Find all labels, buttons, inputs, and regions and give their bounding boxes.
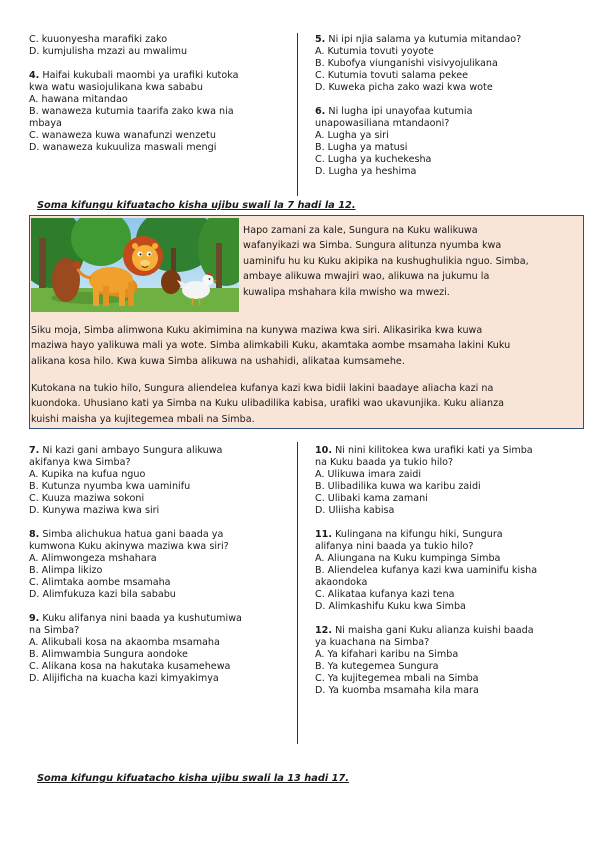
story-line: Hapo zamani za kale, Sungura na Kuku walikuwa bbox=[243, 225, 478, 236]
line-text: Ni lugha ipi unayofaa kutumia bbox=[328, 106, 473, 117]
answer-option bbox=[315, 481, 577, 493]
answer-option bbox=[315, 58, 577, 70]
question-block bbox=[315, 445, 577, 517]
line-text: C. wanaweza kuwa wanafunzi wenzetu bbox=[29, 130, 216, 141]
question-text bbox=[315, 541, 577, 553]
line-text: Kuku alifanya nini baada ya kushutumiwa bbox=[42, 613, 242, 624]
top-right-column bbox=[315, 34, 577, 190]
question-text bbox=[29, 82, 291, 94]
answer-option bbox=[315, 565, 577, 577]
bottom-left-column bbox=[29, 445, 291, 697]
line-text: mbaya bbox=[29, 118, 62, 129]
answer-option bbox=[29, 106, 291, 118]
answer-option bbox=[315, 46, 577, 58]
top-column-divider bbox=[297, 33, 298, 196]
answer-option bbox=[29, 142, 291, 154]
story-intro bbox=[243, 223, 529, 300]
lion-chicken-illustration bbox=[31, 218, 239, 312]
line-text: Haifai kukubali maombi ya urafiki kutoka bbox=[42, 70, 239, 81]
question-number: 7. bbox=[29, 445, 40, 456]
line-text: B. Ulibadilika kuwa wa karibu zaidi bbox=[315, 481, 481, 492]
line-text: C. Ya kujitegemea mbali na Simba bbox=[315, 673, 479, 684]
answer-option bbox=[29, 553, 291, 565]
line-text: akifanya kwa Simba? bbox=[29, 457, 131, 468]
line-text: C. Alikataa kufanya kazi tena bbox=[315, 589, 455, 600]
line-text: ya kuachana na Simba? bbox=[315, 637, 430, 648]
line-text: D. kumjulisha mzazi au mwalimu bbox=[29, 46, 188, 57]
story-line: Siku moja, Simba alimwona Kuku akimimina na kunywa maziwa kwa siri. Alikasirika kwa kuwa bbox=[31, 325, 483, 336]
answer-option bbox=[29, 34, 291, 46]
line-text: A. hawana mitandao bbox=[29, 94, 128, 105]
question-text bbox=[315, 457, 577, 469]
line-text: D. Alimkashifu Kuku kwa Simba bbox=[315, 601, 466, 612]
line-text: B. Alimwambia Sungura aondoke bbox=[29, 649, 188, 660]
line-text: D. Ya kuomba msamaha kila mara bbox=[315, 685, 479, 696]
line-text: B. Kubofya viunganishi visivyojulikana bbox=[315, 58, 498, 69]
answer-option bbox=[315, 673, 577, 685]
question-block bbox=[29, 613, 291, 685]
line-text: A. Ulikuwa imara zaidi bbox=[315, 469, 422, 480]
line-text: A. Alikubali kosa na akaomba msamaha bbox=[29, 637, 220, 648]
instruction-13-17: Soma kifungu kifuatacho kisha ujibu swali la 13 hadi 17. bbox=[37, 773, 349, 784]
line-text: B. Kutunza nyumba kwa uaminifu bbox=[29, 481, 191, 492]
question-text bbox=[29, 529, 291, 541]
line-text: D. Alijificha na kuacha kazi kimyakimya bbox=[29, 673, 219, 684]
question-text bbox=[315, 445, 577, 457]
line-text: alifanya nini baada ya tukio hilo? bbox=[315, 541, 474, 552]
story-line: maziwa hayo yalikuwa mali ya wote. Simba alimkabili Kuku, akamtaka aombe msamaha lakini Kuku bbox=[31, 340, 511, 352]
question-number: 5. bbox=[315, 34, 326, 45]
answer-option bbox=[315, 553, 577, 565]
answer-option bbox=[315, 82, 577, 94]
line-text: B. Alimpa likizo bbox=[29, 565, 103, 576]
question-number: 4. bbox=[29, 70, 40, 81]
story-line: alikana kosa hilo. Kwa kuwa Simba alikuwa na ushahidi, alikataa kumsamehe. bbox=[31, 355, 405, 367]
question-block bbox=[315, 625, 577, 697]
question-number: 12. bbox=[315, 625, 332, 636]
instruction-7-12: Soma kifungu kifuatacho kisha ujibu swali la 7 hadi la 12. bbox=[37, 200, 356, 211]
answer-option bbox=[315, 166, 577, 178]
line-text: Ni kazi gani ambayo Sungura alikuwa bbox=[42, 445, 223, 456]
answer-option bbox=[315, 142, 577, 154]
top-left-column bbox=[29, 34, 291, 166]
question-block bbox=[29, 445, 291, 517]
line-text: D. wanaweza kukuuliza maswali mengi bbox=[29, 142, 217, 153]
line-text: Simba alichukua hatua gani baada ya bbox=[42, 529, 224, 540]
line-text: A. Ya kifahari karibu na Simba bbox=[315, 649, 459, 660]
question-text bbox=[29, 625, 291, 637]
line-text: B. Aliendelea kufanya kazi kwa uaminifu kisha bbox=[315, 565, 538, 576]
line-text: C. Alimtaka aombe msamaha bbox=[29, 577, 171, 588]
line-text: kumwona Kuku akinywa maziwa kwa siri? bbox=[29, 541, 229, 552]
answer-option bbox=[29, 94, 291, 106]
line-text: A. Alimwongeza mshahara bbox=[29, 553, 157, 564]
answer-option bbox=[315, 469, 577, 481]
answer-option bbox=[29, 469, 291, 481]
line-text: Ni maisha gani Kuku alianza kuishi baada bbox=[335, 625, 534, 636]
question-text bbox=[29, 445, 291, 457]
answer-option bbox=[315, 685, 577, 697]
answer-option bbox=[29, 481, 291, 493]
line-text: na Simba? bbox=[29, 625, 80, 636]
question-block bbox=[29, 70, 291, 154]
question-text bbox=[29, 541, 291, 553]
story-paragraph-3 bbox=[31, 381, 504, 427]
question-number: 6. bbox=[315, 106, 326, 117]
story-line: Kutokana na tukio hilo, Sungura aliendelea kufanya kazi kwa bidii lakini baadaye aliacha kazi na bbox=[31, 383, 494, 394]
answer-option bbox=[315, 70, 577, 82]
line-text: D. Uliisha kabisa bbox=[315, 505, 395, 516]
story-line: kuishi maisha ya kujitegemea mbali na Simba. bbox=[31, 413, 255, 425]
answer-option bbox=[315, 589, 577, 601]
answer-option bbox=[29, 130, 291, 142]
line-text: unapowasiliana mtandaoni? bbox=[315, 118, 450, 129]
line-text: B. wanaweza kutumia taarifa zako kwa nia bbox=[29, 106, 234, 117]
line-text: A. Aliungana na Kuku kumpinga Simba bbox=[315, 553, 501, 564]
question-text bbox=[315, 625, 577, 637]
question-number: 11. bbox=[315, 529, 332, 540]
answer-option bbox=[29, 637, 291, 649]
line-text: A. Lugha ya siri bbox=[315, 130, 389, 141]
question-text bbox=[315, 106, 577, 118]
answer-option bbox=[29, 505, 291, 517]
question-text bbox=[29, 457, 291, 469]
line-text: B. Ya kutegemea Sungura bbox=[315, 661, 439, 672]
question-text bbox=[315, 34, 577, 46]
story-box bbox=[29, 215, 584, 429]
line-text: kwa watu wasiojulikana kwa sababu bbox=[29, 82, 203, 93]
line-text: C. Ulibaki kama zamani bbox=[315, 493, 428, 504]
question-number: 8. bbox=[29, 529, 40, 540]
question-block bbox=[315, 34, 577, 94]
question-block bbox=[315, 529, 577, 613]
answer-option bbox=[315, 661, 577, 673]
answer-option bbox=[29, 565, 291, 577]
answer-option bbox=[29, 661, 291, 673]
answer-option bbox=[29, 589, 291, 601]
line-text: C. Lugha ya kuchekesha bbox=[315, 154, 432, 165]
question-text bbox=[315, 577, 577, 589]
bottom-right-column bbox=[315, 445, 577, 709]
answer-option bbox=[29, 673, 291, 685]
question-number: 9. bbox=[29, 613, 40, 624]
line-text: C. kuuonyesha marafiki zako bbox=[29, 34, 168, 45]
story-line: uaminifu hu ku Kuku akipika na kushughulikia nguo. Simba, bbox=[243, 255, 529, 267]
line-text: Ni ipi njia salama ya kutumia mitandao? bbox=[328, 34, 522, 45]
line-text: Kulingana na kifungu hiki, Sungura bbox=[335, 529, 503, 540]
question-text bbox=[29, 613, 291, 625]
question-text bbox=[315, 529, 577, 541]
question-text bbox=[315, 637, 577, 649]
story-line: ambaye alikuwa mwajiri wao, alikuwa na jukumu la bbox=[243, 271, 490, 283]
story-line: kuondoka. Uhusiano kati ya Simba na Kuku ulibadilika kabisa, urafiki wao ukavunjika. Kuku alianza bbox=[31, 398, 504, 410]
question-text bbox=[29, 70, 291, 82]
story-line: kuwalipa mshahara kila mwisho wa mwezi. bbox=[243, 286, 450, 298]
answer-option bbox=[29, 649, 291, 661]
question-text bbox=[315, 118, 577, 130]
line-text: na Kuku baada ya tukio hilo? bbox=[315, 457, 454, 468]
story-line: wafanyikazi wa Simba. Sungura alitunza nyumba kwa bbox=[243, 240, 502, 252]
answer-option bbox=[315, 154, 577, 166]
line-text: C. Kuuza maziwa sokoni bbox=[29, 493, 145, 504]
answer-option bbox=[315, 649, 577, 661]
line-text: D. Kunywa maziwa kwa siri bbox=[29, 505, 160, 516]
question-continuation bbox=[29, 34, 291, 58]
question-number: 10. bbox=[315, 445, 332, 456]
answer-option bbox=[315, 601, 577, 613]
line-text: B. Lugha ya matusi bbox=[315, 142, 408, 153]
line-text: A. Kupika na kufua nguo bbox=[29, 469, 146, 480]
question-block bbox=[315, 106, 577, 178]
question-text bbox=[29, 118, 291, 130]
line-text: A. Kutumia tovuti yoyote bbox=[315, 46, 434, 57]
line-text: D. Kuweka picha zako wazi kwa wote bbox=[315, 82, 493, 93]
line-text: akaondoka bbox=[315, 577, 368, 588]
line-text: D. Lugha ya heshima bbox=[315, 166, 417, 177]
question-block bbox=[29, 529, 291, 601]
answer-option bbox=[315, 130, 577, 142]
line-text: C. Alikana kosa na hakutaka kusamehewa bbox=[29, 661, 231, 672]
answer-option bbox=[29, 493, 291, 505]
line-text: D. Alimfukuza kazi bila sababu bbox=[29, 589, 176, 600]
story-paragraph-2 bbox=[31, 323, 510, 369]
answer-option bbox=[29, 577, 291, 589]
line-text: Ni nini kilitokea kwa urafiki kati ya Simba bbox=[335, 445, 533, 456]
answer-option bbox=[315, 505, 577, 517]
bottom-column-divider bbox=[297, 442, 298, 744]
answer-option bbox=[29, 46, 291, 58]
answer-option bbox=[315, 493, 577, 505]
line-text: C. Kutumia tovuti salama pekee bbox=[315, 70, 469, 81]
